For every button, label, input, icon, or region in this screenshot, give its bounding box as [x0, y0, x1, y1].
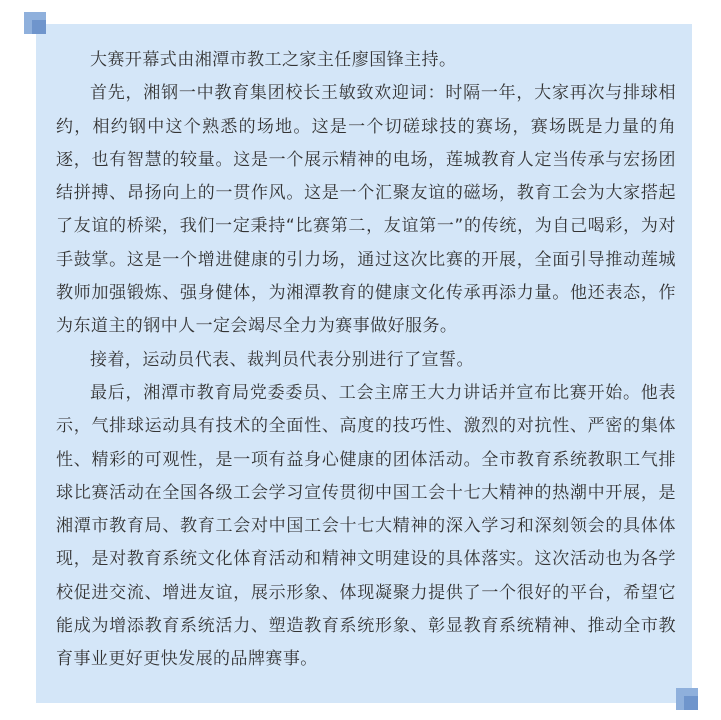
corner-decoration-top-left-inner	[32, 20, 46, 34]
paragraph-oath: 接着，运动员代表、裁判员代表分别进行了宣誓。	[90, 349, 474, 370]
corner-decoration-bottom-right-inner	[684, 696, 698, 710]
paragraph-closing-speech: 最后，湘潭市教育局党委委员、工会主席王大力讲话并宣布比赛开始。他表示，气排球运动具有技术的全面性、高度的技巧性、激烈的对抗性、严密的集体性、精彩的可观性，是一项有益身心健康的团体活动。全市教育系统教职工气排球比赛活动在全国各级工会学习宣传贯彻中国工会十七大精神的热潮中开展，是湘潭市教育局、教育工会对中国工会十七大精神的深入学习和深刻领会的具体体现，是对教育系统文化体育活动和精神文明建设的具体落实。这次活动也为各学校促进交流、增进友谊，展示形象、体现凝聚力提供了一个很好的平台，希望它能成为增添教育系统活力、塑造教育系统形象、彰显教育系统精神、推动全市教育事业更好更快发展的品牌赛事。	[56, 382, 676, 670]
article-panel	[36, 24, 692, 703]
paragraph-opening-host: 大赛开幕式由湘潭市教工之家主任廖国锋主持。	[90, 50, 457, 70]
paragraph-welcome-speech: 首先，湘钢一中教育集团校长王敏致欢迎词：时隔一年，大家再次与排球相约，相约钢中这个熟悉的场地。这是一个切磋球技的赛场，赛场既是力量的角逐，也有智慧的较量。这是一个展示精神的电场，莲城教育人定当传承与宏扬团结拼搏、昂扬向上的一贯作风。这是一个汇聚友谊的磁场，教育工会为大家搭起了友谊的桥梁，我们一定秉持“比赛第二，友谊第一”的传统，为自己喝彩，为对手鼓掌。这是一个增进健康的引力场，通过这次比赛的开展，全面引导推动莲城教师加强锻炼、强身健体，为湘潭教育的健康文化传承再添力量。他还表态，作为东道主的钢中人一定会竭尽全力为赛事做好服务。	[56, 83, 676, 337]
